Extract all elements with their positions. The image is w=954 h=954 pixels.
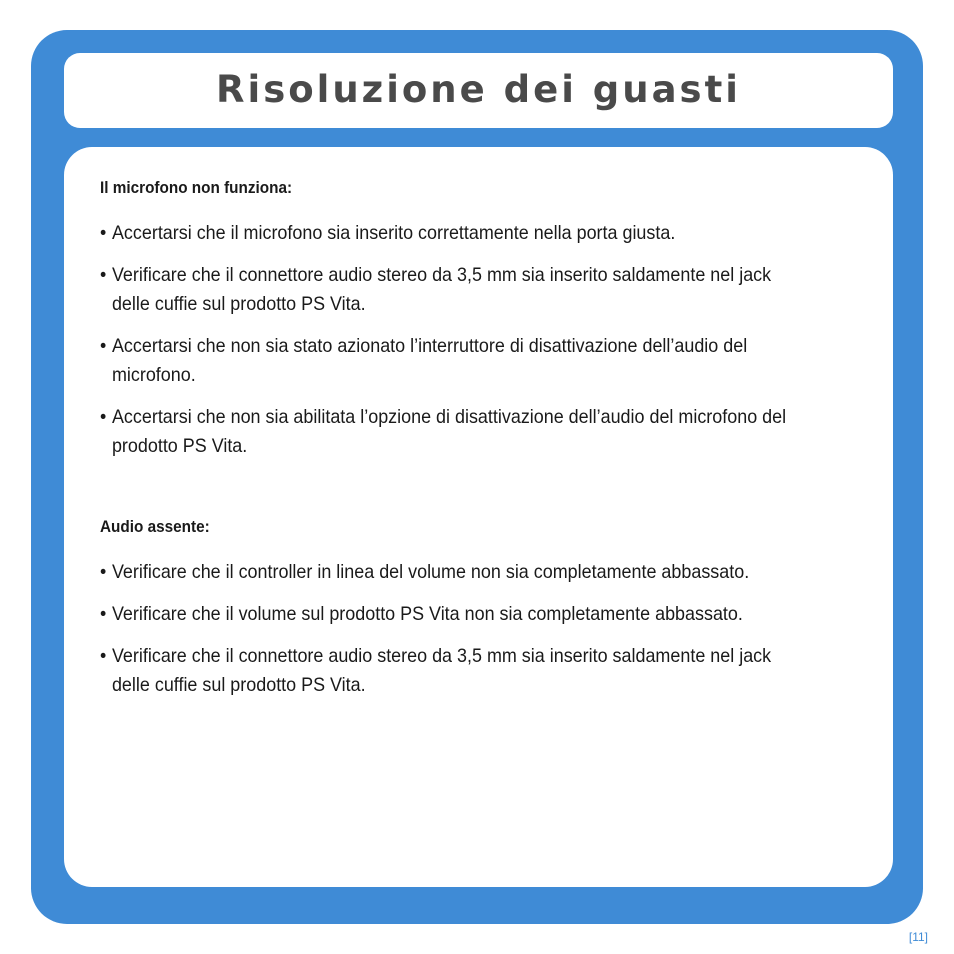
list-item	[100, 403, 811, 461]
list-item-text: Verificare che il volume sul prodotto PS Vita non sia completamente abbassato.	[111, 603, 743, 625]
section-microphone	[100, 177, 820, 474]
list-item-text: Verificare che il connettore audio stereo da 3,5 mm sia inserito saldamente nel jack delle cuffie sul prodotto PS Vita.	[111, 645, 772, 696]
list-item	[100, 261, 811, 319]
bullet-icon: •	[100, 603, 107, 625]
list-item	[100, 332, 811, 390]
section-heading: Audio assente:	[100, 517, 210, 536]
list-item	[100, 558, 811, 587]
list-item	[100, 642, 811, 700]
page-title: Risoluzione dei guasti	[216, 68, 741, 111]
list-item-text: Verificare che il connettore audio stereo da 3,5 mm sia inserito saldamente nel jack delle cuffie sul prodotto PS Vita.	[111, 264, 772, 315]
bullet-icon: •	[100, 406, 107, 428]
title-panel	[64, 53, 893, 128]
section-heading: Il microfono non funziona:	[100, 178, 293, 197]
list-item	[100, 600, 811, 629]
list-item-text: Accertarsi che non sia stato azionato l’interruttore di disattivazione dell’audio del microfono.	[111, 335, 748, 386]
list-item-text: Accertarsi che il microfono sia inserito correttamente nella porta giusta.	[111, 222, 676, 244]
content-panel	[64, 147, 893, 887]
page-number: [11]	[908, 930, 928, 944]
list-item-text: Accertarsi che non sia abilitata l’opzione di disattivazione dell’audio del microfono del prodotto PS Vita.	[111, 406, 787, 457]
section-no-audio	[100, 516, 820, 713]
list-item-text: Verificare che il controller in linea del volume non sia completamente abbassato.	[111, 561, 750, 583]
bullet-icon: •	[100, 645, 107, 667]
list-item	[100, 219, 811, 248]
bullet-icon: •	[100, 222, 107, 244]
bullet-icon: •	[100, 335, 107, 357]
bullet-icon: •	[100, 561, 107, 583]
bullet-icon: •	[100, 264, 107, 286]
